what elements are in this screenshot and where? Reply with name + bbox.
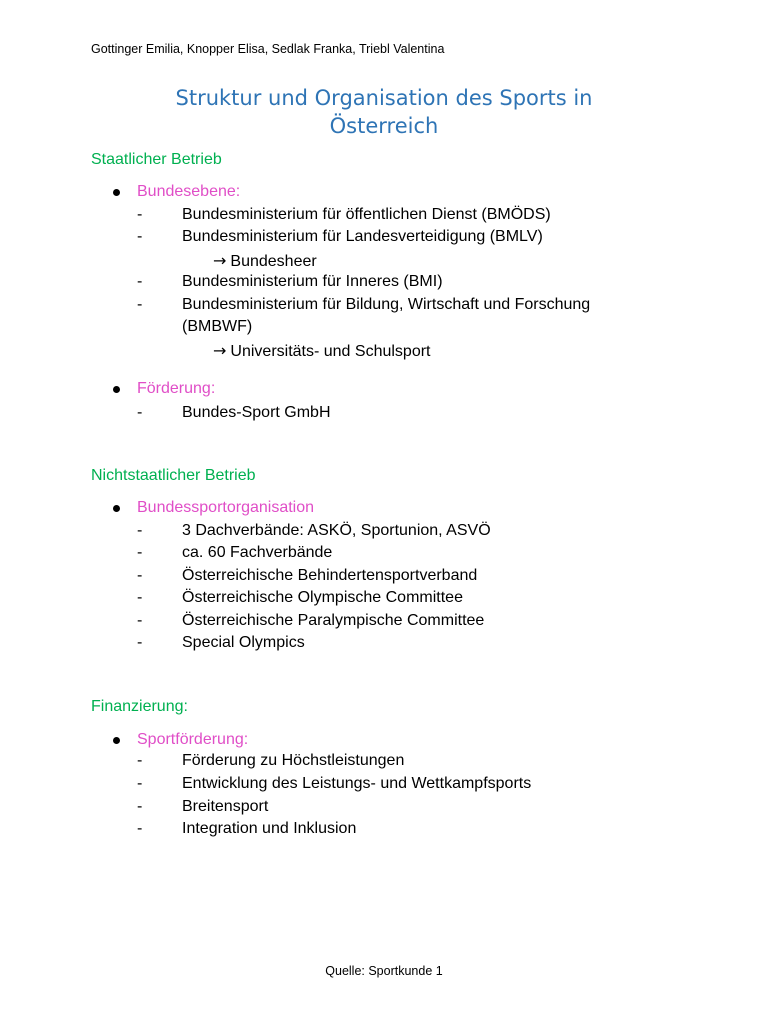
dash-marker: - (137, 589, 143, 606)
dash-marker: - (137, 634, 143, 651)
list-item-text: Bundesministerium für Inneres (BMI) (182, 273, 443, 290)
dash-marker: - (137, 567, 143, 584)
bullet-label: Bundesebene: (137, 183, 241, 200)
list-item-text: Österreichische Behindertensportverband (182, 567, 478, 584)
title-line-1: Struktur und Organisation des Sports in (175, 86, 593, 110)
list-item-text: Bundesministerium für Landesverteidigung (BMLV) (182, 228, 543, 245)
list-item-text: Bundesministerium für Bildung, Wirtschaft und Forschung (182, 296, 591, 313)
arrow-subitem-text: Universitäts- und Schulsport (230, 343, 431, 360)
dash-marker: - (137, 228, 143, 245)
footer-source: Quelle: Sportkunde 1 (325, 964, 443, 978)
dash-marker: - (137, 296, 143, 313)
list-item-text: ca. 60 Fachverbände (182, 544, 333, 561)
list-item-text: Förderung zu Höchstleistungen (182, 752, 405, 769)
bullet-dot (113, 189, 120, 196)
list-item-text: Integration und Inklusion (182, 820, 357, 837)
dash-marker: - (137, 404, 143, 421)
list-item-text: 3 Dachverbände: ASKÖ, Sportunion, ASVÖ (182, 522, 491, 539)
heading-staatlicher-betrieb: Staatlicher Betrieb (91, 151, 222, 168)
page-title (0, 84, 768, 140)
list-item-text: Special Olympics (182, 634, 305, 651)
dash-marker: - (137, 820, 143, 837)
dash-marker: - (137, 544, 143, 561)
arrow-subitem (213, 341, 431, 361)
heading-finanzierung: Finanzierung: (91, 698, 188, 715)
bullet-dot (113, 737, 120, 744)
list-item-text: Österreichische Paralympische Committee (182, 612, 485, 629)
dash-marker: - (137, 522, 143, 539)
bullet-dot (113, 505, 120, 512)
authors-header: Gottinger Emilia, Knopper Elisa, Sedlak Franka, Triebl Valentina (91, 42, 445, 56)
list-item-text: Breitensport (182, 798, 269, 815)
arrow-right-icon: → (213, 341, 227, 360)
dash-marker: - (137, 752, 143, 769)
dash-marker: - (137, 273, 143, 290)
dash-marker: - (137, 775, 143, 792)
list-item-text: Bundes-Sport GmbH (182, 404, 331, 421)
dash-marker: - (137, 206, 143, 223)
list-item-text: Bundesministerium für öffentlichen Dienst (BMÖDS) (182, 206, 551, 223)
arrow-subitem (213, 251, 317, 271)
list-item-continuation: (BMBWF) (182, 318, 253, 335)
list-item-text: Entwicklung des Leistungs- und Wettkampfsports (182, 775, 532, 792)
list-item-text: Österreichische Olympische Committee (182, 589, 463, 606)
arrow-subitem-text: Bundesheer (230, 253, 317, 270)
bullet-label: Sportförderung: (137, 731, 249, 748)
bullet-dot (113, 386, 120, 393)
heading-nichtstaatlicher-betrieb: Nichtstaatlicher Betrieb (91, 467, 256, 484)
bullet-label: Bundessportorganisation (137, 499, 315, 516)
dash-marker: - (137, 798, 143, 815)
arrow-right-icon: → (213, 251, 227, 270)
bullet-label: Förderung: (137, 380, 216, 397)
title-line-2: Österreich (329, 114, 439, 138)
dash-marker: - (137, 612, 143, 629)
